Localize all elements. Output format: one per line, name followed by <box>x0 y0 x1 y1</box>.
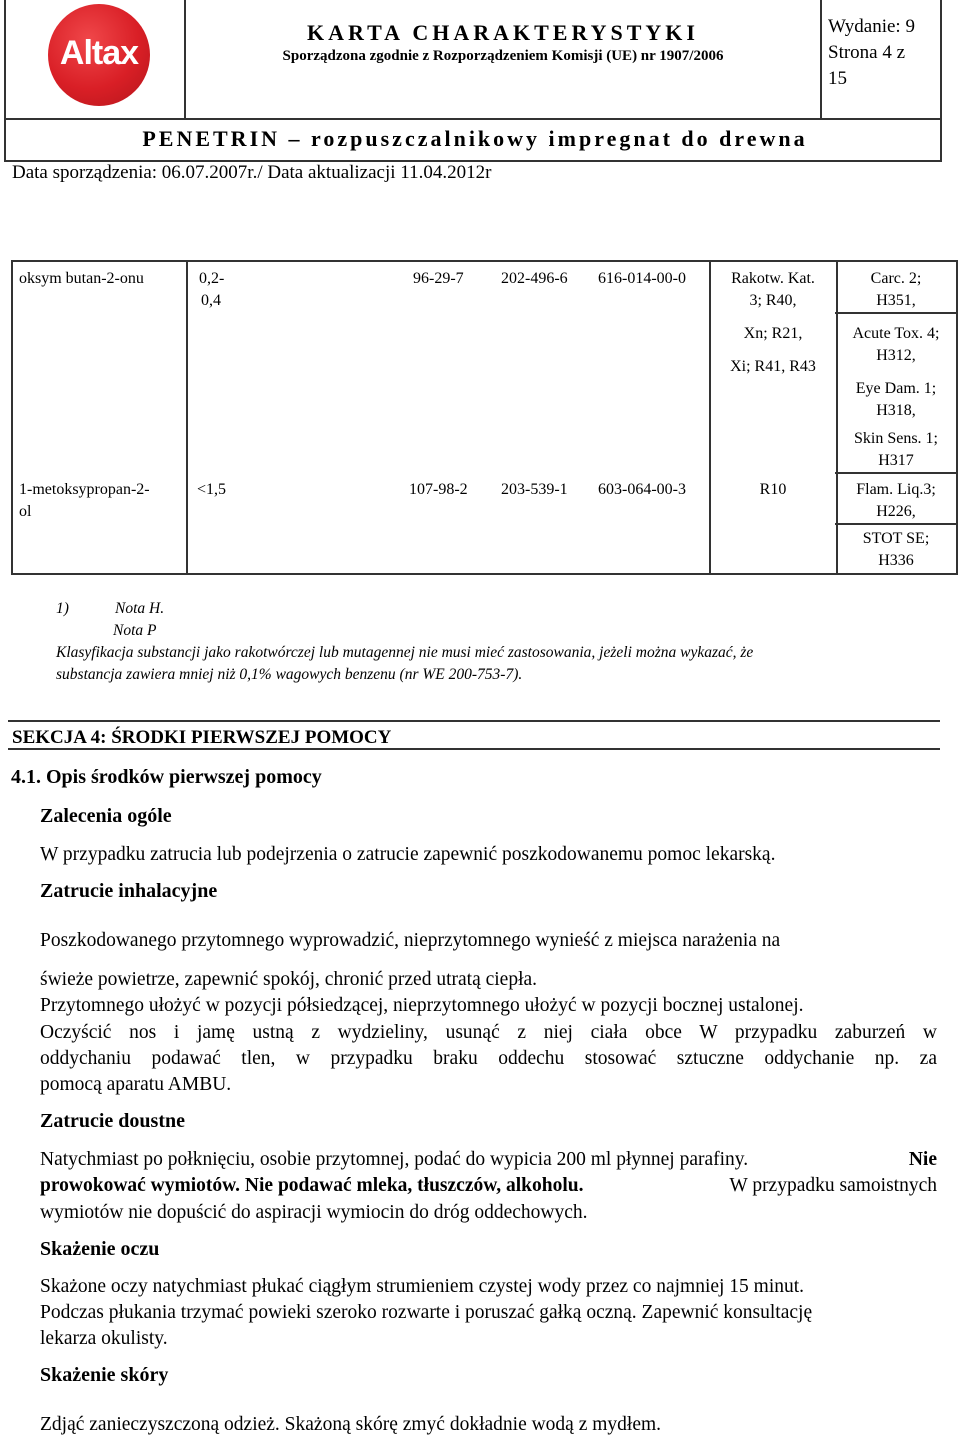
inhalation-text: Poszkodowanego przytomnego wyprowadzić, nieprzytomnego wynieść z miejsca narażenia na <box>40 930 781 951</box>
inhalation-text: świeże powietrze, zapewnić spokój, chronić przed utratą ciepła. <box>40 969 538 990</box>
index-number: 603-064-00-3 <box>598 481 686 498</box>
edition-cell <box>820 0 942 120</box>
inhalation-text: pomocą aparatu AMBU. <box>40 1074 232 1095</box>
cas-number: 107-98-2 <box>409 481 468 498</box>
clp-classification: Acute Tox. 4; <box>852 325 940 342</box>
inhalation-text: Oczyścić nos i jamę ustną z wydzieliny, usunąć z niej ciała obce W przypadku zaburzeń w <box>40 1022 937 1043</box>
cas-number: 96-29-7 <box>413 270 464 287</box>
section-header <box>8 720 940 750</box>
clp-classification: Flam. Liq.3; <box>856 481 936 498</box>
clp-classification: Skin Sens. 1; <box>853 430 938 447</box>
classification: 3; R40, <box>749 292 797 309</box>
table-row-separator <box>835 523 956 525</box>
ec-number: 202-496-6 <box>501 270 568 287</box>
skin-text: Zdjąć zanieczyszczoną odzież. Skażoną skórę zmyć dokładnie wodą z mydłem. <box>40 1414 662 1435</box>
footnote-nota-h: Nota H. <box>115 600 165 617</box>
inhalation-text: Przytomnego ułożyć w pozycji półsiedzącej, nieprzytomnego ułożyć w pozycji bocznej ustalonej. <box>40 995 804 1016</box>
eye-text: lekarza okulisty. <box>40 1328 168 1349</box>
document-subtitle: Sporządzona zgodnie z Rozporządzeniem Komisji (UE) nr 1907/2006 <box>282 48 724 64</box>
clp-classification: H226, <box>876 503 916 520</box>
product-name: PENETRIN – rozpuszczalnikowy impregnat do drewna <box>142 126 808 151</box>
substance-name: ol <box>19 503 32 520</box>
oral-warning: Nie <box>908 1149 937 1170</box>
table-row-separator <box>835 312 956 314</box>
logo-cell <box>4 0 186 120</box>
edition-label: Wydanie: 9 <box>828 16 915 37</box>
index-number: 616-014-00-0 <box>598 270 686 287</box>
document-date: Data sporządzenia: 06.07.2007r./ Data aktualizacji 11.04.2012r <box>12 162 492 183</box>
footnote-text: Klasyfikacja substancji jako rakotwórczej lub mutagennej nie musi mieć zastosowania, jeżeli można wykazać, że <box>56 644 754 661</box>
inhalation-heading: Zatrucie inhalacyjne <box>40 880 218 902</box>
page-number-line1: Strona 4 z <box>828 42 906 63</box>
oral-text-line <box>40 1173 937 1200</box>
eye-text: Podczas płukania trzymać powieki szeroko rozwarte i poruszać gałką oczną. Zapewnić konsultację <box>40 1302 813 1323</box>
oral-text: wymiotów nie dopuścić do aspiracji wymiocin do dróg oddechowych. <box>40 1202 588 1223</box>
skin-heading: Skażenie skóry <box>40 1364 169 1386</box>
altax-logo <box>48 4 150 106</box>
subsection-title: 4.1. Opis środków pierwszej pomocy <box>11 766 322 788</box>
edition-info <box>828 14 915 92</box>
footnote-nota-p: Nota P <box>113 622 157 639</box>
classification: Rakotw. Kat. <box>731 270 815 287</box>
section-title: SEKCJA 4: ŚRODKI PIERWSZEJ POMOCY <box>12 727 392 748</box>
oral-warning: prowokować wymiotów. Nie podawać mleka, tłuszczów, alkoholu. <box>40 1175 584 1196</box>
clp-classification: H317 <box>878 452 914 469</box>
inhalation-text: oddychaniu podawać tlen, w przypadku braku oddechu stosować sztuczne oddychanie np. za <box>40 1048 937 1069</box>
general-text: W przypadku zatrucia lub podejrzenia o zatrucie zapewnić poszkodowanemu pomoc lekarską. <box>40 844 776 865</box>
footnote-marker: 1) <box>56 600 69 617</box>
clp-classification: STOT SE; <box>862 530 930 547</box>
clp-classification: Carc. 2; <box>870 270 922 287</box>
oral-text: Natychmiast po połknięciu, osobie przytomnej, podać do wypicia 200 ml płynnej parafiny. <box>40 1149 749 1170</box>
clp-classification: H318, <box>876 402 916 419</box>
classification: R10 <box>759 481 787 498</box>
clp-classification: Eye Dam. 1; <box>855 380 937 397</box>
concentration: 0,2- <box>199 270 225 287</box>
table-divider <box>709 262 711 573</box>
ec-number: 203-539-1 <box>501 481 568 498</box>
eye-heading: Skażenie oczu <box>40 1238 160 1260</box>
concentration: 0,4 <box>201 292 221 309</box>
substance-name: oksym butan-2-onu <box>19 270 144 287</box>
classification: Xi; R41, R43 <box>730 358 816 375</box>
concentration: <1,5 <box>197 481 227 498</box>
oral-heading: Zatrucie doustne <box>40 1110 185 1132</box>
general-heading: Zalecenia ogóle <box>40 805 172 827</box>
clp-classification: H351, <box>876 292 916 309</box>
classification: Xn; R21, <box>743 325 803 342</box>
oral-text: W przypadku samoistnych <box>729 1175 937 1196</box>
clp-classification: H336 <box>878 552 914 569</box>
document-title: KARTA CHARAKTERYSTYKI <box>307 20 699 45</box>
logo-text: Altax <box>59 34 139 72</box>
oral-text-line <box>40 1147 937 1174</box>
page-number-line2: 15 <box>828 68 847 89</box>
substance-name: 1-metoksypropan-2- <box>19 481 150 498</box>
eye-text: Skażone oczy natychmiast płukać ciągłym strumieniem czystej wody przez co najmniej 15 minut. <box>40 1276 805 1297</box>
table-divider <box>186 262 188 573</box>
footnote-text: substancja zawiera mniej niż 0,1% wagowych benzenu (nr WE 200-753-7). <box>56 666 523 683</box>
title-cell <box>184 0 822 120</box>
product-cell <box>4 118 942 162</box>
clp-classification: H312, <box>876 347 916 364</box>
table-row-separator <box>835 472 956 474</box>
